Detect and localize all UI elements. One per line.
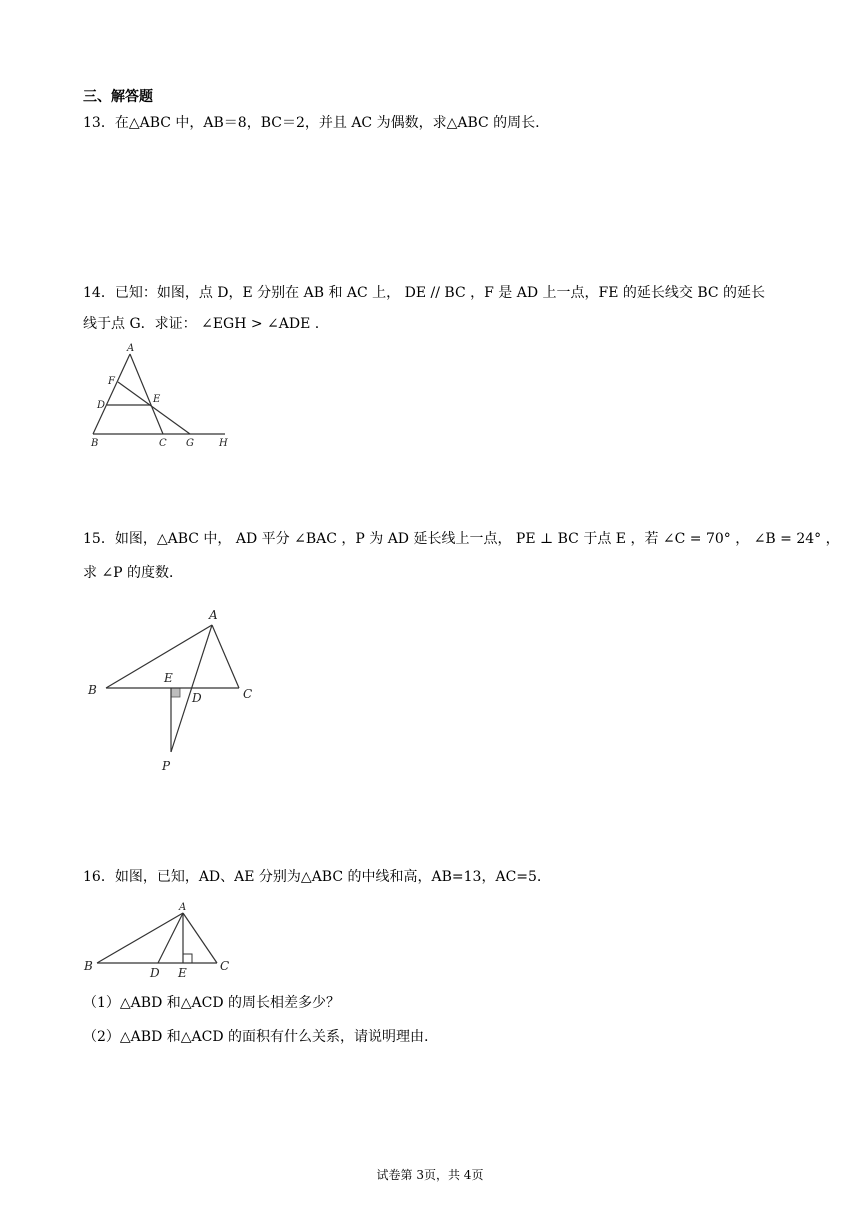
page-footer: 试卷第 3页，共 4页 (376, 1168, 484, 1182)
label-F: F (108, 376, 115, 387)
label-G: G (186, 438, 194, 449)
label-B: B (84, 959, 93, 973)
label-C: C (243, 687, 253, 701)
section-title: 三、解答题 (83, 89, 153, 105)
label-D: D (192, 691, 202, 705)
question-15-line-1: 15．如图，△ABC 中， AD 平分 ∠BAC ，P 为 AD 延长线上一点， PE ⊥ BC 于点 E ，若 ∠C = 70° ， ∠B = 24° ， (83, 531, 840, 547)
right-angle-marker (183, 954, 192, 963)
label-H: H (219, 438, 228, 449)
label-E: E (178, 966, 187, 980)
label-E: E (164, 671, 173, 685)
question-16-sub-2: （2）△ABD 和△ACD 的面积有什么关系，请说明理由. (83, 1029, 429, 1045)
question-16-line-1: 16．如图，已知，AD、AE 分别为△ABC 的中线和高，AB=13，AC=5. (83, 869, 542, 885)
question-14-line-1: 14．已知：如图，点 D，E 分别在 AB 和 AC 上， DE // BC ，F 是 AD 上一点，FE 的延长线交 BC 的延长 (83, 285, 766, 301)
label-P: P (162, 759, 171, 773)
label-D: D (150, 966, 160, 980)
label-A: A (209, 608, 218, 622)
question-16-sub-1: （1）△ABD 和△ACD 的周长相差多少？ (83, 995, 341, 1011)
label-D: D (97, 400, 106, 411)
label-C: C (159, 438, 167, 449)
label-C: C (220, 959, 230, 973)
label-B: B (91, 438, 99, 449)
question-13-text: 13．在△ABC 中，AB＝8，BC＝2，并且 AC 为偶数，求△ABC 的周长. (83, 115, 540, 131)
label-E: E (153, 394, 161, 405)
question-15-line-2: 求 ∠P 的度数． (83, 565, 184, 581)
question-14-line-2: 线于点 G．求证： ∠EGH > ∠ADE . (83, 316, 320, 332)
label-A: A (179, 902, 187, 913)
label-B: B (88, 683, 97, 697)
label-A: A (127, 343, 135, 354)
